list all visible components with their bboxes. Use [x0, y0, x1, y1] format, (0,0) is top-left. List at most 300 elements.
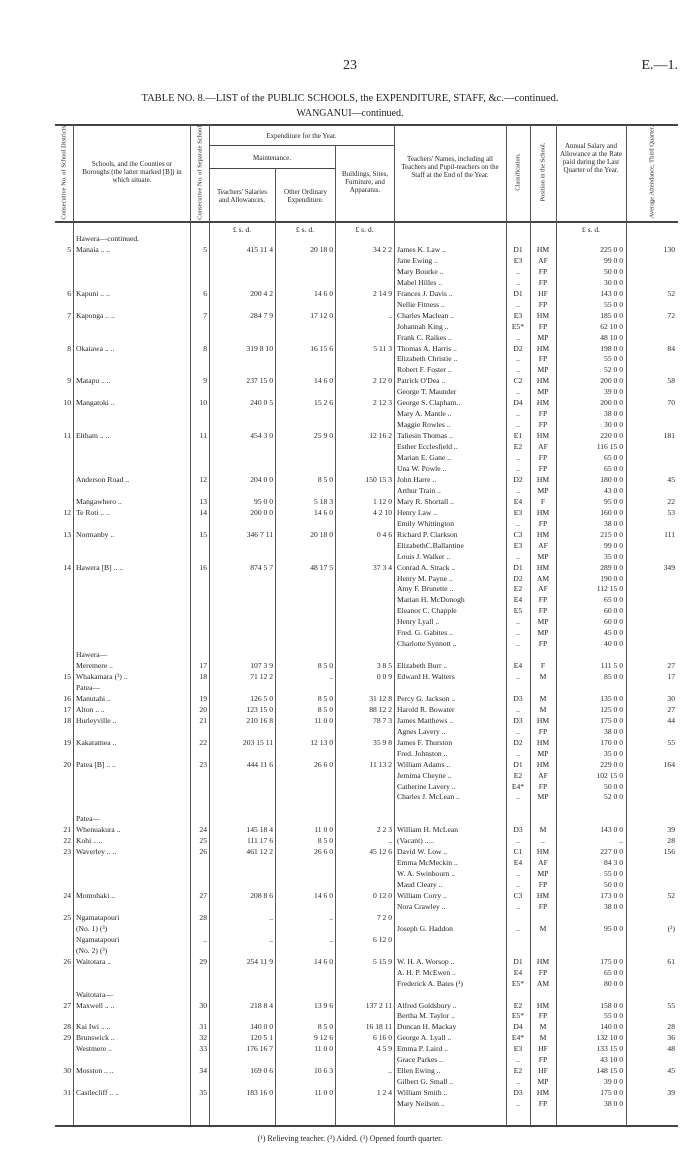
cell-position: HM [536, 376, 550, 386]
cell-salaries: 346 7 11 [246, 529, 273, 539]
cell-classification: .. [516, 277, 520, 287]
cell-classification: .. [516, 726, 520, 736]
cell-consec-no: 20 [63, 759, 71, 769]
cell-annual-salary: 45 0 0 [604, 628, 623, 638]
cell-classification: E5* [511, 321, 525, 331]
cell-salaries: 126 5 0 [250, 693, 273, 703]
cell-buildings: 5 15 9 [373, 956, 392, 966]
col-divider [626, 124, 627, 1125]
cell-salaries: 240 0 5 [250, 398, 273, 408]
cell-attendance: 53 [667, 507, 675, 517]
cell-position: AM [536, 978, 550, 988]
cell-ordinary-expenditure: 48 17 5 [310, 562, 333, 572]
cell-separate-no: 21 [199, 715, 207, 725]
cell-school-name: Hawera— [76, 650, 108, 660]
cell-teacher-name: James K. Law .. [397, 244, 446, 254]
cell-position: FP [538, 781, 548, 791]
cell-position: MP [537, 748, 549, 758]
cell-teacher-name: Mary R. Shortall .. [397, 496, 454, 506]
cell-classification: E2 [513, 1066, 523, 1076]
cell-classification: .. [516, 639, 520, 649]
cell-classification: .. [516, 869, 520, 879]
cell-position: M [539, 923, 547, 933]
cell-salaries: 237 15 0 [246, 376, 273, 386]
header-ordinary: Other Ordinary Expenditure. [284, 188, 327, 204]
cell-separate-no: 11 [199, 431, 207, 441]
header-teachers: Teachers' Names, including all Teachers and Pupil-teachers on the Staff at the End of the Year. [401, 155, 499, 179]
cell-consec-no: 9 [67, 376, 71, 386]
cell-position: M [539, 825, 547, 835]
cell-annual-salary: 190 0 0 [600, 573, 623, 583]
cell-position: AF [538, 858, 548, 868]
cell-consec-no: 21 [63, 825, 71, 835]
cell-attendance: 45 [667, 1066, 675, 1076]
cell-classification: E4* [511, 781, 525, 791]
cell-school-name: Manutahi .. [76, 693, 111, 703]
cell-position: MP [537, 1077, 549, 1087]
cell-consec-no: 24 [63, 891, 71, 900]
cell-classification: E4 [513, 496, 523, 506]
cell-annual-salary: 55 0 0 [604, 869, 623, 879]
cell-salaries: 120 5 1 [250, 1033, 273, 1043]
cell-position: HM [536, 244, 550, 254]
cell-annual-salary: 133 15 0 [596, 1044, 623, 1054]
cell-position: FP [538, 606, 548, 616]
cell-school-name: (No. 1) (³) [76, 923, 108, 933]
cell-teacher-name: James Matthews .. [397, 715, 454, 725]
cell-annual-salary: 200 0 0 [600, 398, 623, 408]
cell-teacher-name: Taliesin Thomas .. [397, 431, 453, 441]
cell-school-name: Mosston .. .. [76, 1066, 114, 1076]
cell-consec-no: 31 [63, 1088, 71, 1098]
cell-teacher-name: Robert F. Foster .. [397, 365, 452, 375]
cell-annual-salary: 158 0 0 [600, 1000, 623, 1010]
cell-position: FP [538, 518, 548, 528]
cell-position: FP [538, 266, 548, 276]
cell-attendance: (³) [667, 923, 675, 933]
cell-buildings: 3 8 5 [376, 661, 392, 670]
cell-buildings: 0 0 9 [376, 672, 392, 681]
header-buildings: Buildings, Sites, Furniture, and Apparatus. [341, 170, 389, 194]
cell-separate-no: 6 [203, 288, 207, 298]
cell-annual-salary: 43 0 0 [604, 485, 623, 495]
cell-teacher-name: Elizabeth Burr .. [397, 661, 448, 670]
cell-teacher-name: Marian H. McDonogh [397, 595, 465, 605]
cell-salaries: 95 0 0 [254, 496, 273, 506]
cell-position: HM [536, 891, 550, 900]
cell-school-name: Waitotara .. [76, 956, 112, 966]
cell-classification: D1 [513, 562, 523, 572]
cell-salaries: .. [269, 934, 273, 944]
cell-salaries: .. [269, 912, 273, 922]
cell-teacher-name: John Harre .. [397, 474, 437, 484]
cell-school-name: Hawera—continued. [76, 234, 140, 243]
cell-classification: D2 [513, 737, 523, 747]
col-divider [209, 124, 210, 1125]
cell-buildings: 4 2 10 [373, 507, 392, 517]
cell-salaries: 874 5 7 [250, 562, 273, 572]
cell-ordinary-expenditure: 16 15 6 [310, 343, 333, 353]
cell-teacher-name: Mabel Hilles .. [397, 277, 443, 287]
cell-attendance: 156 [663, 847, 675, 857]
cell-ordinary-expenditure: 9 12 6 [314, 1033, 333, 1043]
cell-separate-no: 16 [199, 562, 207, 572]
cell-buildings: 1 2 4 [376, 1088, 392, 1098]
cell-position: MP [537, 332, 549, 342]
cell-ordinary-expenditure: 17 12 0 [310, 310, 333, 320]
cell-classification: C3 [513, 891, 523, 900]
cell-separate-no: 30 [199, 1000, 207, 1010]
cell-salaries: 415 11 4 [246, 244, 273, 254]
cell-teacher-name: Elizabeth Christie .. [397, 354, 458, 364]
cell-school-name: Waitotara— [76, 989, 113, 999]
cell-separate-no: 10 [199, 398, 207, 408]
cell-teacher-name: Fred. G. Gabites .. [397, 628, 453, 638]
cell-annual-salary: 175 0 0 [600, 1088, 623, 1098]
cell-annual-salary: 180 0 0 [600, 474, 623, 484]
cell-school-name: Momohaki .. [76, 891, 116, 900]
cell-separate-no: 32 [199, 1033, 207, 1043]
cell-classification: D2 [513, 343, 523, 353]
cell-school-name: Meremere .. [76, 661, 113, 670]
cell-position: HM [536, 474, 550, 484]
cell-classification: E4 [513, 661, 523, 670]
cell-classification: D1 [513, 244, 523, 254]
cell-teacher-name: ElizabethC.Ballantine [397, 540, 464, 550]
cell-consec-no: 15 [63, 672, 71, 681]
cell-consec-no: 5 [67, 244, 71, 254]
cell-classification: .. [516, 409, 520, 419]
cell-buildings: .. [388, 1066, 392, 1076]
cell-consec-no: 18 [63, 715, 71, 725]
cell-school-name: Maxwell .. .. [76, 1000, 115, 1010]
cell-consec-no: 7 [67, 310, 71, 320]
cell-separate-no: 23 [199, 759, 207, 769]
col-divider [73, 124, 74, 1125]
cell-teacher-name: Mary Neilson .. [397, 1099, 445, 1108]
cell-annual-salary: 39 0 0 [604, 387, 623, 397]
cell-teacher-name: Mary A. Mantle .. [397, 409, 452, 419]
cell-school-name: Patea— [76, 814, 101, 824]
cell-school-name: Waverley .. .. [76, 847, 117, 857]
cell-position: HM [536, 343, 550, 353]
cell-consec-no: 16 [63, 693, 71, 703]
cell-classification: .. [516, 1055, 520, 1065]
cell-buildings: 137 2 11 [365, 1000, 392, 1010]
col-divider [394, 124, 395, 1125]
cell-separate-no: 20 [199, 704, 207, 714]
header-position: Position in the School. [539, 142, 547, 202]
cell-buildings: 2 12 0 [373, 376, 392, 386]
cell-teacher-name: Nellie Fitness .. [397, 299, 445, 309]
cell-teacher-name: Fred. Johnston .. [397, 748, 448, 758]
cell-position: FP [538, 321, 548, 331]
cell-salaries: 461 12 2 [246, 847, 273, 857]
cell-consec-no: 26 [63, 956, 71, 966]
cell-classification: E1 [513, 431, 523, 441]
cell-classification: D3 [513, 825, 523, 835]
cell-salaries: 145 18 4 [246, 825, 273, 835]
cell-separate-no: 26 [199, 847, 207, 857]
cell-buildings: 0 12 0 [373, 891, 392, 900]
cell-separate-no: 18 [199, 672, 207, 681]
cell-separate-no: 29 [199, 956, 207, 966]
cell-teacher-name: Alfred Goldsbury .. [397, 1000, 457, 1010]
cell-teacher-name: Henry M. Payne .. [397, 573, 453, 583]
cell-salaries: 218 8 4 [250, 1000, 273, 1010]
cell-ordinary-expenditure: 10 6 3 [314, 1066, 333, 1076]
cell-classification: C1 [513, 847, 523, 857]
cell-position: HM [536, 715, 550, 725]
cell-classification: E3 [513, 310, 523, 320]
cell-ordinary-expenditure: 15 2 6 [314, 398, 333, 408]
cell-annual-salary: 85 0 0 [604, 672, 623, 681]
cell-classification: E2 [513, 442, 523, 451]
cell-teacher-name: Maud Cleary .. [397, 880, 443, 889]
cell-attendance: 84 [667, 343, 675, 353]
cell-separate-no: 15 [199, 529, 207, 539]
cell-attendance: 22 [667, 496, 675, 506]
cell-classification: E5 [513, 606, 523, 616]
cell-buildings: 1 12 0 [373, 496, 392, 506]
cell-school-name: Kakaramea .. [76, 737, 117, 747]
cell-teacher-name: Harold R. Bowater [397, 704, 455, 714]
cell-teacher-name: Henry Lyall .. [397, 617, 440, 627]
cell-teacher-name: Jane Ewing .. [397, 255, 438, 265]
cell-buildings: 31 12 8 [369, 693, 392, 703]
cell-position: FP [538, 354, 548, 364]
cell-position: FP [538, 880, 548, 889]
cell-buildings: 2 14 9 [373, 288, 392, 298]
cell-position: FP [538, 420, 548, 430]
cell-classification: .. [516, 880, 520, 889]
cell-classification: D1 [513, 759, 523, 769]
header-top-rule [55, 124, 678, 126]
cell-salaries: 254 11 9 [246, 956, 273, 966]
cell-attendance: 72 [667, 310, 675, 320]
cell-school-name: Matapu .. .. [76, 376, 111, 386]
cell-teacher-name: Patrick O'Dea .. [397, 376, 446, 386]
cell-school-name: Hurleyville .. [76, 715, 117, 725]
cell-teacher-name: Emily Whittington [397, 518, 455, 528]
cell-position: FP [538, 967, 548, 977]
cell-school-name: Mangatoki .. [76, 398, 115, 408]
cell-attendance: 61 [667, 956, 675, 966]
cell-teacher-name: James F. Thurston [397, 737, 453, 747]
cell-position: MP [537, 387, 549, 397]
cell-ordinary-expenditure: 11 0 0 [314, 1044, 333, 1054]
cell-position: HM [536, 737, 550, 747]
cell-classification: D4 [513, 1022, 523, 1032]
cell-annual-salary: 220 0 0 [600, 431, 623, 441]
cell-position: MP [537, 551, 549, 561]
cell-annual-salary: 143 0 0 [600, 288, 623, 298]
cell-classification: E3 [513, 255, 523, 265]
cell-classification: E3 [513, 507, 523, 517]
cell-attendance: 39 [667, 825, 675, 835]
cell-position: MP [537, 792, 549, 802]
cell-ordinary-expenditure: 14 6 0 [314, 376, 333, 386]
cell-attendance: 111 [664, 529, 675, 539]
cell-annual-salary: 84 3 0 [604, 858, 623, 868]
cell-annual-salary: 198 0 0 [600, 343, 623, 353]
cell-position: AF [538, 540, 548, 550]
cell-consec-no: 8 [67, 343, 71, 353]
cell-classification: .. [516, 518, 520, 528]
cell-annual-salary: 65 0 0 [604, 595, 623, 605]
cell-salaries: 208 8 6 [250, 891, 273, 900]
cell-position: MP [537, 365, 549, 375]
cell-ordinary-expenditure: 5 18 3 [314, 496, 333, 506]
cell-ordinary-expenditure: 8 5 0 [317, 661, 333, 670]
cell-buildings: 5 11 3 [373, 343, 392, 353]
cell-annual-salary: 170 0 0 [600, 737, 623, 747]
cell-buildings: 35 9 8 [373, 737, 392, 747]
cell-consec-no: 29 [63, 1033, 71, 1043]
cell-teacher-name: William H. McLean [397, 825, 459, 835]
cell-position: FP [538, 595, 548, 605]
cell-separate-no: 35 [199, 1088, 207, 1098]
cell-salaries: 203 15 11 [242, 737, 273, 747]
cell-consec-no: 12 [63, 507, 71, 517]
cell-position: AF [538, 584, 548, 594]
cell-position: FP [538, 277, 548, 287]
cell-position: HM [536, 759, 550, 769]
cell-separate-no: 34 [199, 1066, 207, 1076]
cell-position: AF [538, 255, 548, 265]
units-salaries: £ s. d. [232, 225, 252, 234]
cell-consec-no: 14 [63, 562, 71, 572]
cell-teacher-name: Frank C. Raikes .. [397, 332, 452, 342]
cell-annual-salary: 65 0 0 [604, 453, 623, 462]
cell-annual-salary: 95 0 0 [604, 923, 623, 933]
cell-teacher-name: A. H. P. McEwen .. [397, 967, 456, 977]
cell-teacher-name: (Vacant) .. .. [397, 836, 435, 846]
cell-classification: .. [516, 1077, 520, 1087]
cell-salaries: 107 3 9 [250, 661, 273, 670]
cell-teacher-name: Emma McMeckin .. [397, 858, 458, 868]
cell-position: AM [536, 573, 550, 583]
cell-buildings: 2 12 3 [373, 398, 392, 408]
cell-teacher-name: Conrad A. Strack .. [397, 562, 456, 572]
cell-salaries: 204 0 0 [250, 474, 273, 484]
cell-classification: .. [516, 617, 520, 627]
cell-attendance: 45 [667, 474, 675, 484]
cell-classification: D4 [513, 398, 523, 408]
cell-separate-no: 24 [199, 825, 207, 835]
cell-classification: .. [516, 387, 520, 397]
cell-consec-no: 11 [63, 431, 71, 441]
cell-school-name: Kohi .. .. [76, 836, 103, 846]
cell-teacher-name: Grace Parkes .. [397, 1055, 443, 1065]
cell-separate-no: 31 [199, 1022, 207, 1032]
cell-classification: .. [516, 332, 520, 342]
cell-position: FP [538, 901, 548, 911]
cell-school-name: Kaponga .. .. [76, 310, 115, 320]
cell-salaries: 284 7 9 [250, 310, 273, 320]
cell-position: FP [538, 1099, 548, 1108]
cell-separate-no: 33 [199, 1044, 207, 1054]
cell-buildings: 37 3 4 [373, 562, 392, 572]
cell-school-name: Manaia .. .. [76, 244, 111, 254]
cell-school-name: Patea [B] .. .. [76, 759, 116, 769]
cell-annual-salary: 200 0 0 [600, 376, 623, 386]
cell-annual-salary: 229 0 0 [600, 759, 623, 769]
cell-classification: .. [516, 354, 520, 364]
cell-annual-salary: 175 0 0 [600, 956, 623, 966]
cell-teacher-name: William Adams .. [397, 759, 451, 769]
cell-teacher-name: Agnes Lavery .. [397, 726, 446, 736]
cell-classification: E5* [511, 978, 525, 988]
cell-annual-salary: 148 15 0 [596, 1066, 623, 1076]
cell-annual-salary: 125 0 0 [600, 704, 623, 714]
cell-school-name: Whenuakura .. [76, 825, 121, 835]
cell-attendance: 17 [667, 672, 675, 681]
cell-annual-salary: 225 0 0 [600, 244, 623, 254]
cell-salaries: 71 12 2 [250, 672, 273, 681]
cell-position: FP [538, 463, 548, 473]
cell-classification: .. [516, 672, 520, 681]
table-title: TABLE NO. 8.—LIST of the PUBLIC SCHOOLS, the EXPENDITURE, STAFF, &c.—continued. [141, 93, 559, 104]
cell-salaries: 140 0 0 [250, 1022, 273, 1032]
cell-annual-salary: 35 0 0 [604, 551, 623, 561]
cell-attendance: 70 [667, 398, 675, 408]
cell-annual-salary: 38 0 0 [604, 1099, 623, 1108]
table-subtitle: WANGANUI—continued. [296, 108, 404, 119]
cell-annual-salary: 80 0 0 [604, 978, 623, 988]
header-salaries: Teachers' Salaries and Allowances. [217, 188, 267, 204]
cell-classification: E4 [513, 967, 523, 977]
cell-annual-salary: 112 15 0 [596, 584, 623, 594]
cell-teacher-name: Bertha M. Taylor .. [397, 1011, 455, 1021]
cell-teacher-name: Joseph G. Haddon [397, 923, 453, 933]
cell-classification: .. [516, 463, 520, 473]
cell-consec-no: 28 [63, 1022, 71, 1032]
cell-annual-salary: 227 0 0 [600, 847, 623, 857]
cell-teacher-name: Johannah King .. [397, 321, 449, 331]
cell-school-name: Patea— [76, 683, 101, 692]
cell-teacher-name: Louis J. Walker .. [397, 551, 451, 561]
cell-annual-salary: 55 0 0 [604, 354, 623, 364]
cell-classification: .. [516, 1099, 520, 1108]
cell-annual-salary: 30 0 0 [604, 420, 623, 430]
cell-annual-salary: 102 15 0 [596, 770, 623, 780]
cell-attendance: 164 [663, 759, 675, 769]
cell-attendance: 27 [667, 704, 675, 714]
cell-position: MP [537, 617, 549, 627]
cell-annual-salary: 40 0 0 [604, 639, 623, 649]
cell-buildings: 4 5 9 [376, 1044, 392, 1054]
cell-position: MP [537, 485, 549, 495]
cell-school-name: Westmere .. [76, 1044, 112, 1054]
cell-classification: E3 [513, 540, 523, 550]
cell-position: M [539, 1033, 547, 1043]
cell-position: HF [538, 288, 548, 298]
cell-teacher-name: Henry Law .. [397, 507, 438, 517]
cell-school-name: Castlecliff .. .. [76, 1088, 119, 1098]
cell-attendance: 55 [667, 1000, 675, 1010]
cell-ordinary-expenditure: 26 6 0 [314, 847, 333, 857]
cell-school-name: Ngamatapouri [76, 934, 120, 944]
cell-salaries: 111 17 6 [246, 836, 273, 846]
cell-separate-no: 27 [199, 891, 207, 900]
cell-separate-no: 14 [199, 507, 207, 517]
cell-classification: .. [516, 365, 520, 375]
cell-position: MP [537, 869, 549, 879]
cell-annual-salary: 50 0 0 [604, 880, 623, 889]
cell-classification: .. [516, 792, 520, 802]
expenditure-rule [209, 145, 394, 146]
